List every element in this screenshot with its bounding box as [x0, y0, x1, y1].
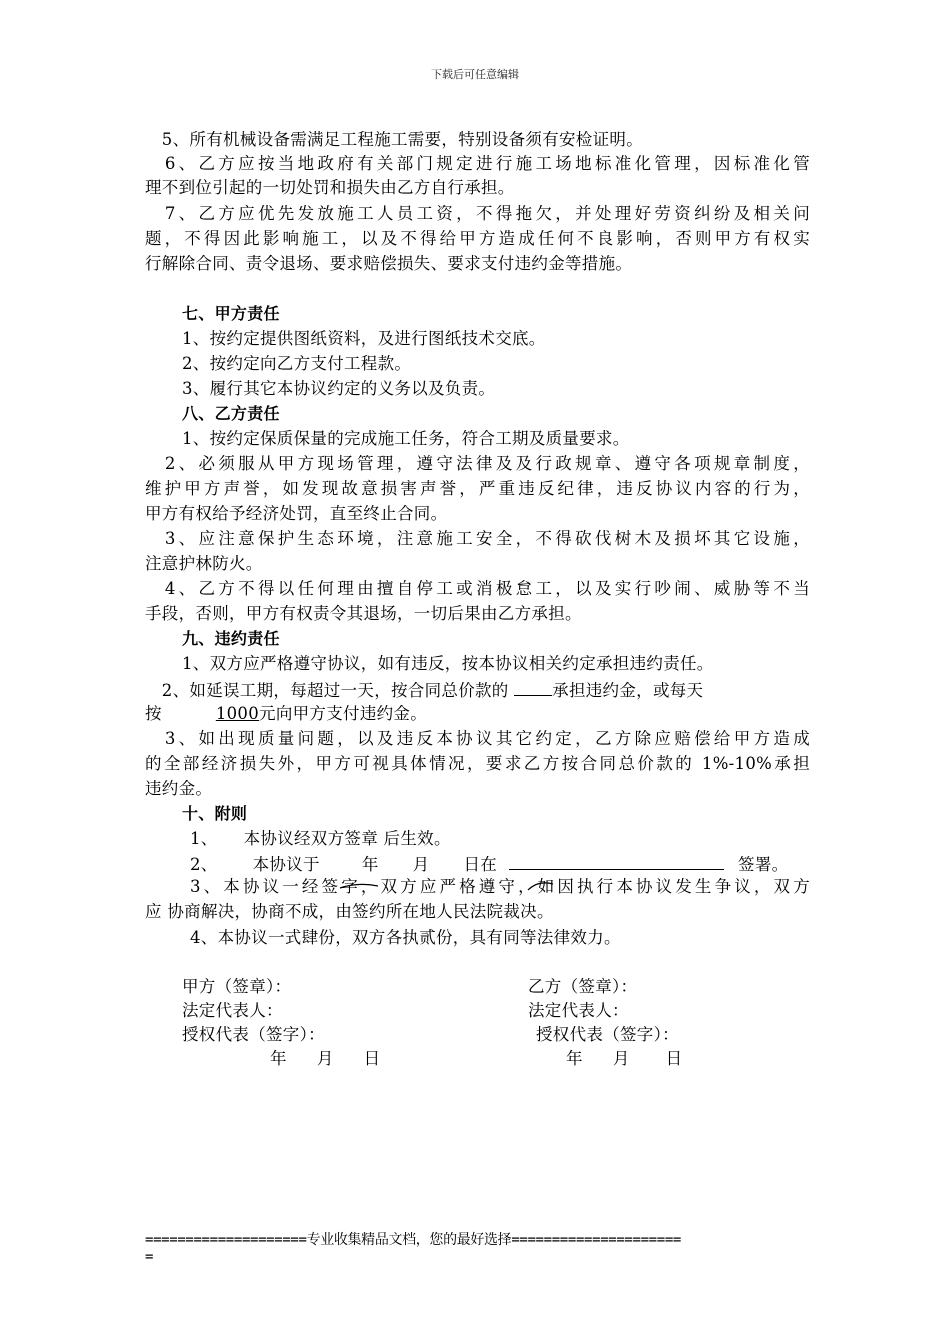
party-a-day: 日 — [363, 1049, 381, 1068]
clause-9-2-line1 — [145, 677, 810, 703]
clause-8-2-line1: 2、必须服从甲方现场管理，遵守法律及及行政规章、遵守各项规章制度， — [145, 454, 810, 473]
clause-10-1-number: 1、 — [190, 829, 218, 848]
party-b-day: 日 — [665, 1049, 683, 1068]
clause-10-1-text: 本协议经双方签章 后生效。 — [243, 829, 451, 848]
party-b-auth-rep: 授权代表（签字）： — [536, 1025, 679, 1044]
clause-9-2-text-a: 2、如延误工期，每超过一天，按合同总价款的 — [145, 681, 515, 700]
party-a-date — [270, 1047, 380, 1071]
clause-9-3-line1: 3、如出现质量问题，以及违反本协议其它约定，乙方除应赔偿给甲方造成 — [145, 729, 810, 748]
clause-10-4: 4、本协议一式肆份，双方各执贰份，具有同等法律效力。 — [190, 928, 621, 947]
party-b-seal: 乙方（签章）： — [528, 977, 638, 996]
clause-10-2-end: 签署。 — [738, 855, 789, 874]
clause-10-2-number: 2、 — [190, 855, 218, 874]
clause-9-1: 1、双方应严格遵守协议，如有违反，按本协议相关约定承担违约责任。 — [182, 654, 714, 673]
clause-8-2-line3: 甲方有权给予经济处罚，直至终止合同。 — [145, 504, 448, 523]
section-10-heading: 十、附则 — [182, 804, 248, 823]
clause-9-3-line3: 违约金。 — [145, 779, 213, 798]
clause-8-4-line1: 4、乙方不得以任何理由擅自停工或消极怠工，以及实行吵闹、威胁等不当 — [145, 579, 810, 598]
clause-6-line1: 6、乙方应按当地政府有关部门规定进行施工场地标准化管理，因标准化管 — [145, 154, 810, 173]
section-7-heading: 七、甲方责任 — [182, 304, 280, 323]
party-b-date — [566, 1047, 682, 1071]
clause-6-line2: 理不到位引起的一切处罚和损失由乙方自行承担。 — [145, 178, 515, 197]
clause-9-2-text-b: 承担违约金，或每天 — [552, 681, 704, 700]
clause-7-line3: 行解除合同、责令退场、要求赔偿损失、要求支付违约金等措施。 — [145, 254, 633, 273]
clause-10-2-text: 本协议于 — [252, 855, 320, 874]
clause-8-1: 1、按约定保质保量的完成施工任务，符合工期及质量要求。 — [182, 429, 630, 448]
page-header: 下载后可任意编辑 — [431, 68, 519, 81]
clause-7-line2: 题，不得因此影响施工，以及不得给甲方造成任何不良影响，否则甲方有权实 — [145, 229, 810, 248]
party-b-legal-rep: 法定代表人： — [528, 1001, 629, 1020]
party-a-seal: 甲方（签章）： — [182, 977, 292, 996]
clause-10-3-line1: 3、本协议一经签字，双方应严格遵守，如因执行本协议发生争议，双方 — [190, 877, 810, 896]
clause-8-3-line1: 3、应注意保护生态环境，注意施工安全，不得砍伐树木及损坏其它设施， — [145, 529, 810, 548]
party-b-year: 年 — [566, 1049, 583, 1068]
party-a-legal-rep: 法定代表人： — [182, 1001, 283, 1020]
penalty-rate-blank — [514, 677, 552, 696]
party-a-year: 年 — [270, 1049, 287, 1068]
clause-9-3-line2: 的全部经济损失外，甲方可视具体情况，要求乙方按合同总价款的 1%-10%承担 — [145, 754, 810, 773]
daily-penalty-amount: 1000 — [215, 704, 260, 723]
footer-banner: ====================专业收集精品文档，您的最好选择===================== — [145, 1232, 681, 1248]
clause-8-4-line2: 手段，否则，甲方有权责令其退场，一切后果由乙方承担。 — [145, 604, 582, 623]
party-a-month: 月 — [316, 1049, 334, 1068]
clause-7-1: 1、按约定提供图纸资料，及进行图纸技术交底。 — [182, 329, 546, 348]
clause-9-2-text-c: 按 — [145, 704, 162, 723]
clause-7-3: 3、履行其它本协议约定的义务以及负责。 — [182, 379, 496, 398]
clause-5: 5、所有机械设备需满足工程施工需要，特别设备须有安检证明。 — [145, 130, 643, 149]
clause-10-1 — [190, 827, 855, 851]
party-b-month: 月 — [612, 1049, 630, 1068]
signing-day: 日在 — [463, 855, 498, 874]
clause-7-line1: 7、乙方应优先发放施工人员工资，不得拖欠，并处理好劳资纠纷及相关问 — [145, 204, 810, 223]
section-9-heading: 九、违约责任 — [182, 629, 280, 648]
party-a-auth-rep: 授权代表（签字）： — [182, 1025, 325, 1044]
clause-8-2-line2: 维护甲方声誉，如发现故意损害声誉，严重违反纪律，违反协议内容的行为， — [145, 479, 810, 498]
signing-year: 年 — [361, 855, 379, 874]
clause-8-3-line2: 注意护林防火。 — [145, 554, 263, 573]
clause-10-3-line2: 应 协商解决，协商不成，由签约所在地人民法院裁决。 — [145, 902, 554, 921]
clause-10-2 — [190, 851, 810, 877]
clause-9-2-line2 — [145, 702, 810, 726]
signing-place-blank — [509, 851, 724, 870]
clause-7-2: 2、按约定向乙方支付工程款。 — [182, 354, 412, 373]
clause-9-2-text-d: 元向甲方支付违约金。 — [259, 704, 428, 723]
signing-month: 月 — [412, 855, 430, 874]
section-8-heading: 八、乙方责任 — [182, 404, 280, 423]
footer-banner-tail: = — [145, 1249, 154, 1265]
